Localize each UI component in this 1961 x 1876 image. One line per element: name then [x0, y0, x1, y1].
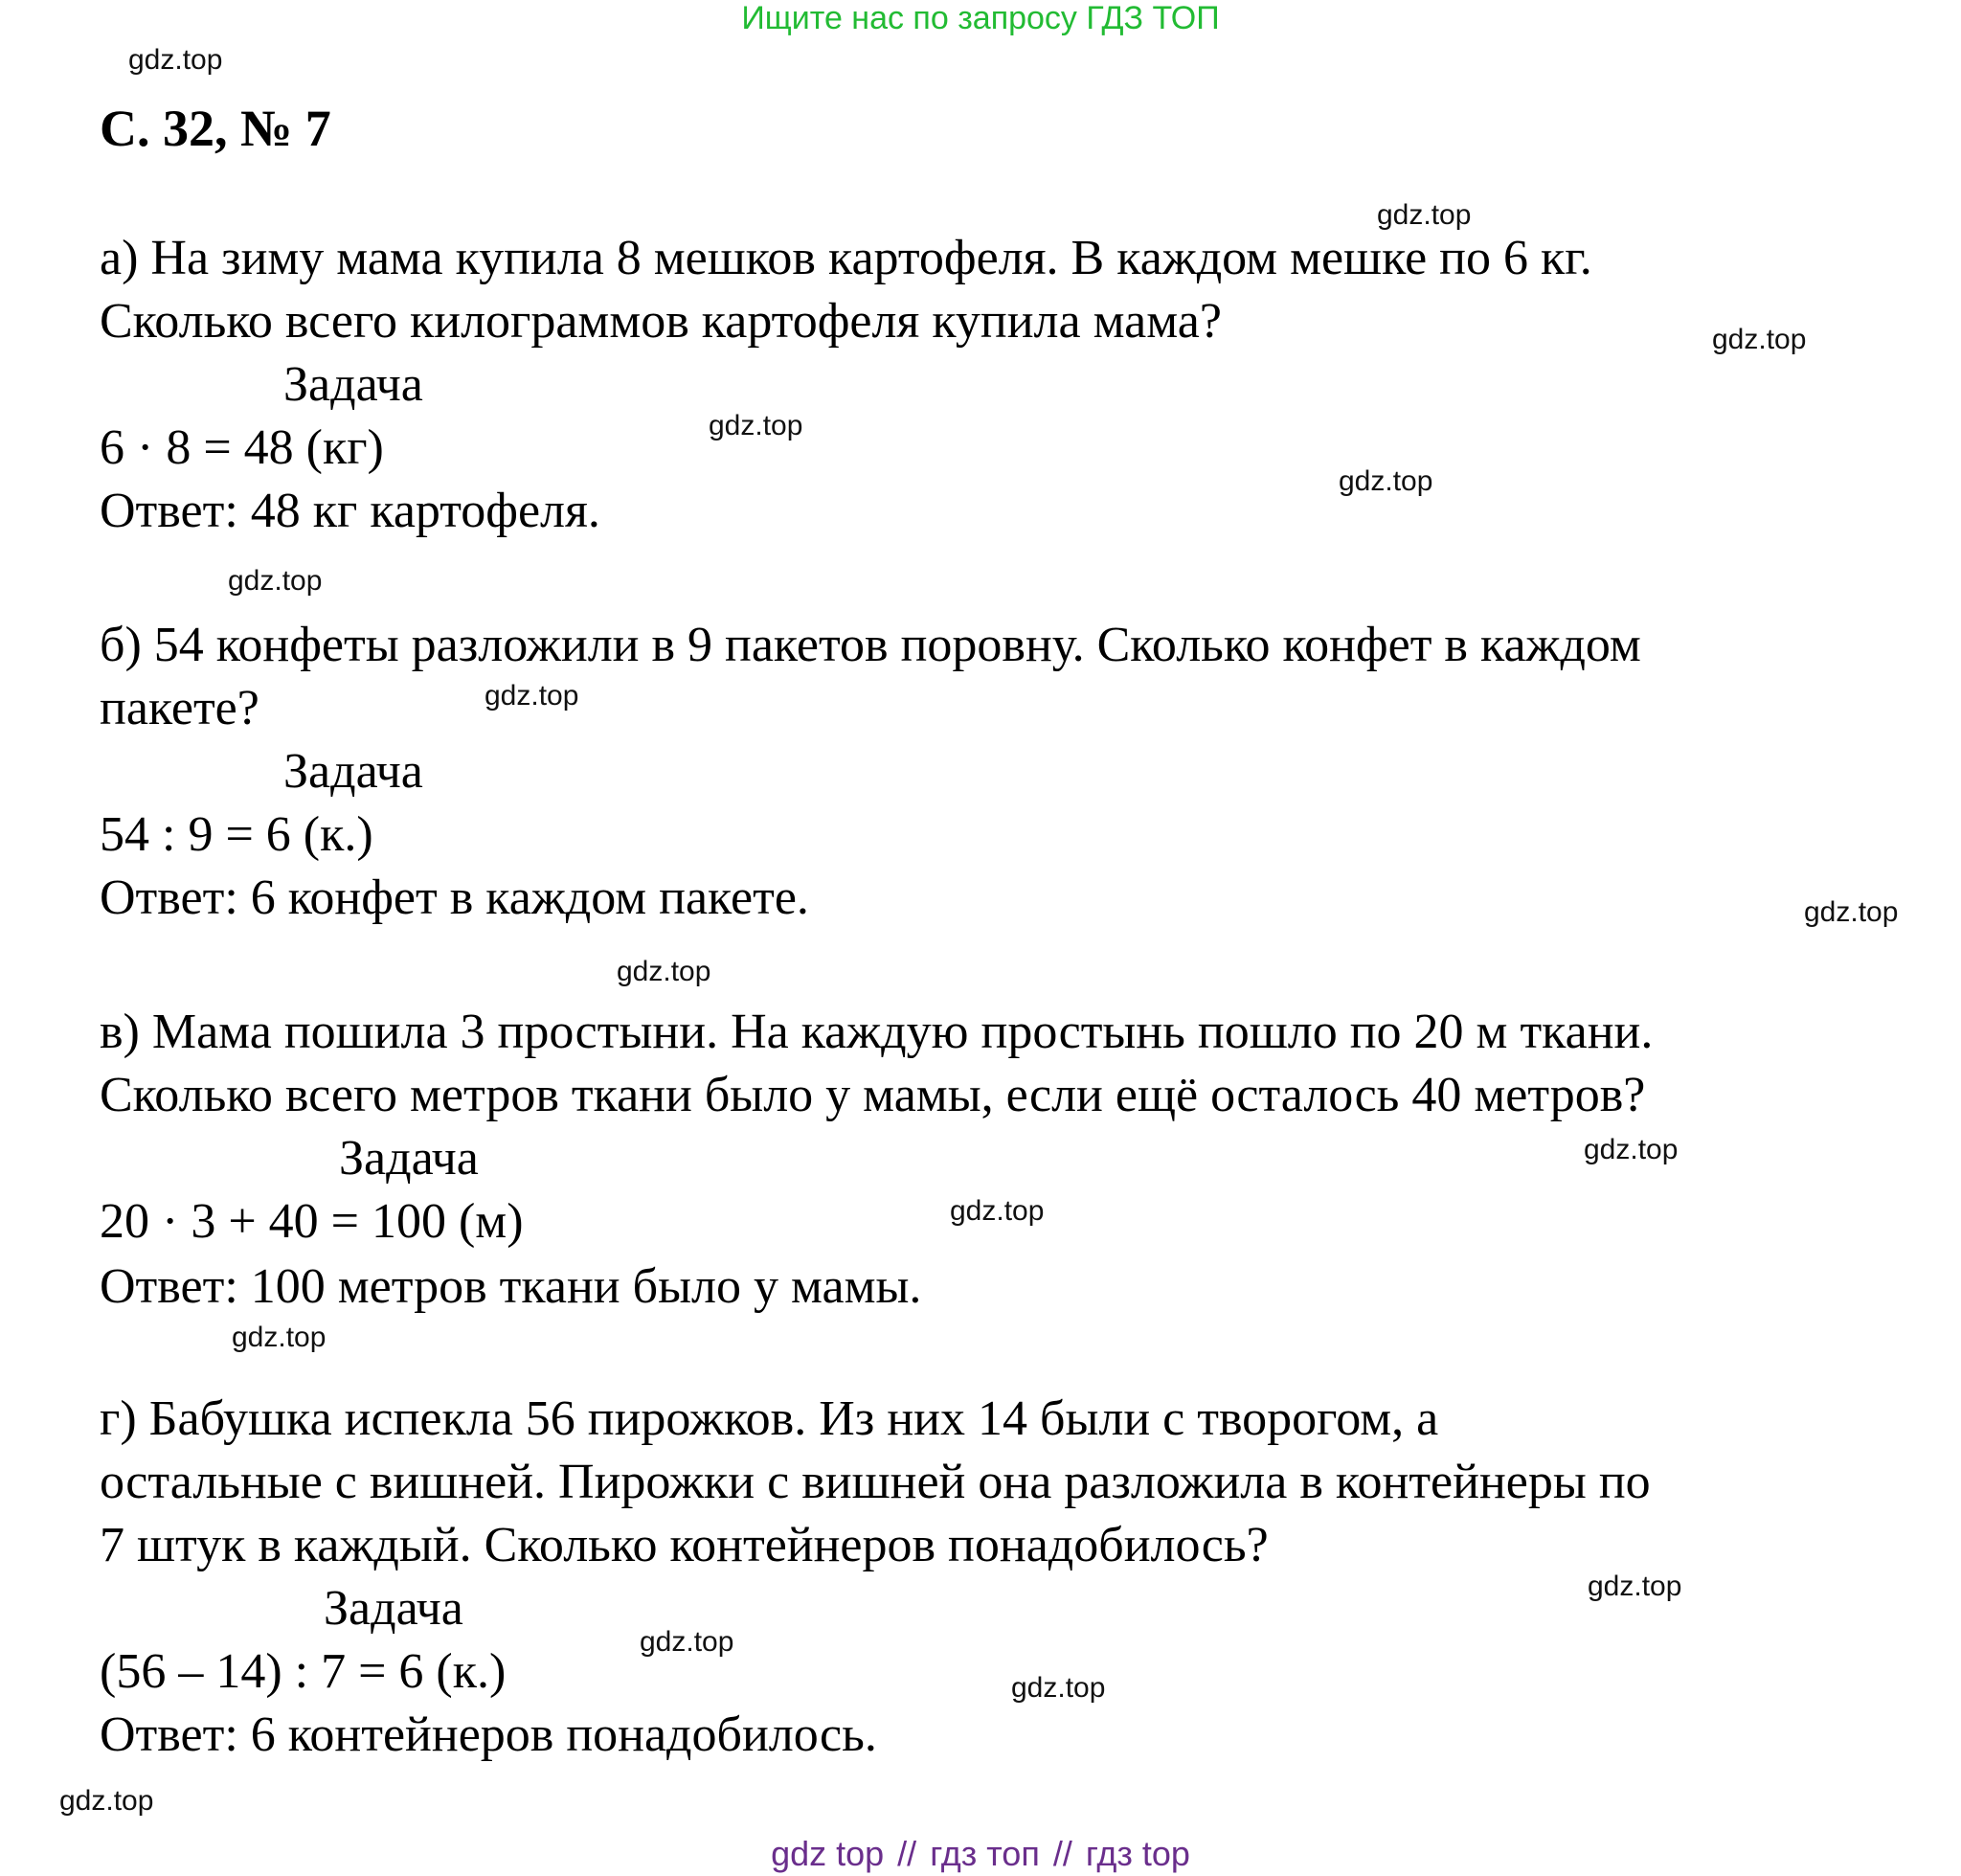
watermark: gdz.top — [128, 44, 223, 76]
watermark: gdz.top — [59, 1785, 154, 1817]
problem-b-solution: 54 : 9 = 6 (к.) — [100, 807, 373, 862]
footer-link-gdz-top-ru[interactable]: гдз топ — [930, 1834, 1040, 1873]
watermark: gdz.top — [950, 1195, 1045, 1227]
problem-g-text-line-1: г) Бабушка испекла 56 пирожков. Из них 14 были с творогом, а — [100, 1391, 1439, 1446]
watermark: gdz.top — [1377, 199, 1472, 231]
problem-v-text-line-1: в) Мама пошила 3 простыни. На каждую простынь пошло по 20 м ткани. — [100, 1005, 1654, 1059]
problem-g-text-line-2: остальные с вишней. Пирожки с вишней она разложила в контейнеры по — [100, 1455, 1651, 1509]
problem-b-heading: Задача — [283, 744, 423, 799]
watermark: gdz.top — [709, 410, 803, 441]
problem-g-solution: (56 – 14) : 7 = 6 (к.) — [100, 1644, 507, 1699]
problem-v-heading: Задача — [339, 1131, 479, 1186]
footer-links — [0, 1835, 1961, 1873]
problem-b-answer: Ответ: 6 конфет в каждом пакете. — [100, 870, 809, 925]
problem-a-solution: 6 · 8 = 48 (кг) — [100, 420, 384, 475]
footer-separator: // — [1052, 1834, 1072, 1873]
footer-link-gdz-top[interactable]: gdz top — [771, 1834, 885, 1873]
watermark: gdz.top — [232, 1322, 327, 1353]
problem-a-answer: Ответ: 48 кг картофеля. — [100, 484, 600, 538]
watermark: gdz.top — [617, 956, 711, 987]
footer-separator: // — [897, 1834, 917, 1873]
problem-v-text-line-2: Сколько всего метров ткани было у мамы, если ещё осталось 40 метров? — [100, 1068, 1646, 1122]
watermark: gdz.top — [485, 680, 579, 712]
watermark: gdz.top — [1588, 1571, 1682, 1602]
watermark: gdz.top — [1804, 896, 1899, 928]
watermark: gdz.top — [1339, 465, 1433, 497]
problem-a-heading: Задача — [283, 357, 423, 412]
problem-b-text-line-1: б) 54 конфеты разложили в 9 пакетов поровну. Сколько конфет в каждом — [100, 618, 1641, 672]
problem-g-text-line-3: 7 штук в каждый. Сколько контейнеров понадобилось? — [100, 1518, 1269, 1572]
watermark: gdz.top — [1712, 324, 1807, 355]
watermark: gdz.top — [1584, 1134, 1679, 1165]
problem-v-solution: 20 · 3 + 40 = 100 (м) — [100, 1194, 524, 1249]
watermark: gdz.top — [1011, 1672, 1106, 1704]
problem-a-text-line-2: Сколько всего килограммов картофеля купила мама? — [100, 294, 1222, 349]
watermark: gdz.top — [228, 565, 323, 597]
page-title: С. 32, № 7 — [100, 100, 331, 157]
footer-link-gdz-top-mixed[interactable]: гдз top — [1085, 1834, 1190, 1873]
search-banner: Ищите нас по запросу ГДЗ ТОП — [741, 0, 1220, 36]
problem-g-answer: Ответ: 6 контейнеров понадобилось. — [100, 1707, 877, 1762]
problem-b-text-line-2: пакете? — [100, 681, 259, 735]
problem-a-text-line-1: а) На зиму мама купила 8 мешков картофеля. В каждом мешке по 6 кг. — [100, 231, 1592, 285]
problem-g-heading: Задача — [324, 1581, 463, 1636]
watermark: gdz.top — [640, 1626, 734, 1658]
problem-v-answer: Ответ: 100 метров ткани было у мамы. — [100, 1259, 922, 1314]
